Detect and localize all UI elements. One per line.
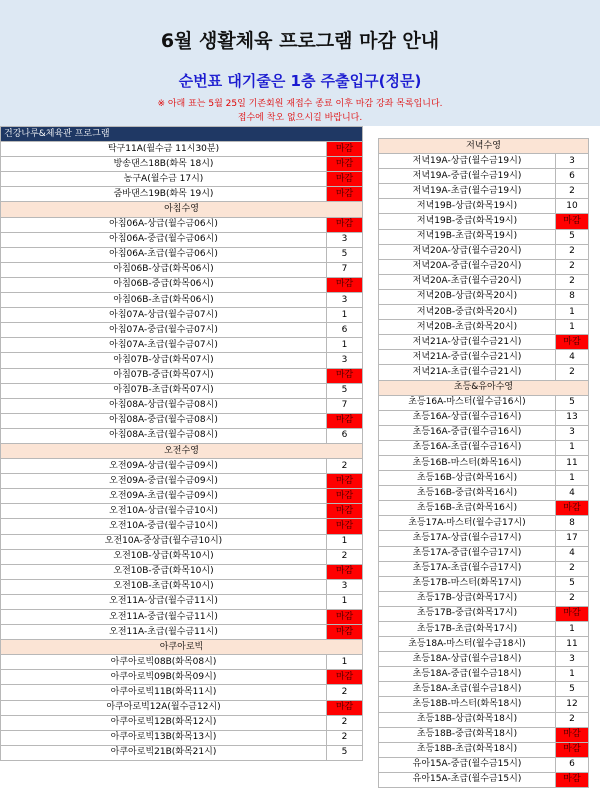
remaining-count: 13 (556, 410, 589, 425)
program-name: 초등18B-초급(화목18시) (379, 742, 556, 757)
program-name: 저녁19B-상급(화목19시) (379, 199, 556, 214)
program-row (1, 428, 363, 443)
closed-badge: 마감 (327, 217, 363, 232)
program-row (379, 289, 589, 304)
program-name: 아쿠아로빅09B(화목09시) (1, 670, 327, 685)
closed-badge: 마감 (327, 277, 363, 292)
program-name: 아침06B-중급(화목06시) (1, 277, 327, 292)
program-name: 저녁19A-초급(월수금19시) (379, 184, 556, 199)
program-name: 저녁20B-상급(화목20시) (379, 289, 556, 304)
program-name: 농구A(월수금 17시) (1, 172, 327, 187)
program-row (1, 172, 363, 187)
program-row (379, 742, 589, 757)
program-name: 오전10A-상급(월수금10시) (1, 504, 327, 519)
program-name: 아침07B-상급(화목07시) (1, 353, 327, 368)
program-name: 유아15A-중급(월수금15시) (379, 757, 556, 772)
program-row (379, 576, 589, 591)
program-row (379, 727, 589, 742)
program-row (1, 564, 363, 579)
remaining-count: 3 (556, 425, 589, 440)
remaining-count: 1 (556, 622, 589, 637)
closed-badge: 마감 (556, 606, 589, 621)
remaining-count: 10 (556, 199, 589, 214)
program-row (1, 670, 363, 685)
remaining-count: 1 (556, 440, 589, 455)
page-title: 6월 생활체육 프로그램 마감 안내 (160, 30, 440, 52)
program-row (1, 217, 363, 232)
program-name: 아쿠아로빅11B(화목11시) (1, 685, 327, 700)
remaining-count: 2 (327, 715, 363, 730)
program-row (379, 229, 589, 244)
program-row (379, 350, 589, 365)
program-row (379, 320, 589, 335)
program-name: 아침07A-중급(월수금07시) (1, 323, 327, 338)
program-name: 초등17A-중급(월수금17시) (379, 546, 556, 561)
program-row (379, 471, 589, 486)
program-name: 초등16B-마스터(화목16시) (379, 455, 556, 470)
closed-badge: 마감 (327, 700, 363, 715)
program-row (1, 745, 363, 760)
remaining-count: 5 (327, 247, 363, 262)
program-row (379, 169, 589, 184)
remaining-count: 1 (556, 667, 589, 682)
program-name: 아쿠아로빅12B(화목12시) (1, 715, 327, 730)
program-name: 초등18A-상급(월수금18시) (379, 652, 556, 667)
program-name: 저녁20B-중급(화목20시) (379, 305, 556, 320)
program-row (1, 262, 363, 277)
program-name: 초등18A-중급(월수금18시) (379, 667, 556, 682)
program-name: 오전10B-중급(화목10시) (1, 564, 327, 579)
program-row (379, 274, 589, 289)
remaining-count: 2 (556, 259, 589, 274)
program-name: 아침08A-상급(월수금08시) (1, 398, 327, 413)
program-row (1, 610, 363, 625)
program-row (379, 365, 589, 380)
program-row (379, 516, 589, 531)
program-row (379, 682, 589, 697)
program-row (1, 489, 363, 504)
program-name: 아쿠아로빅08B(화목08시) (1, 655, 327, 670)
program-name: 저녁19B-중급(화목19시) (379, 214, 556, 229)
remaining-count: 5 (556, 682, 589, 697)
remaining-count: 1 (556, 305, 589, 320)
program-name: 아침06A-상급(월수금06시) (1, 217, 327, 232)
remaining-count: 6 (556, 169, 589, 184)
remaining-count: 3 (327, 232, 363, 247)
section-title: 초등&유아수영 (379, 380, 589, 395)
program-row (379, 606, 589, 621)
program-name: 아침07A-상급(월수금07시) (1, 308, 327, 323)
program-name: 초등17B-마스터(화목17시) (379, 576, 556, 591)
program-row (1, 142, 363, 157)
remaining-count: 1 (327, 534, 363, 549)
remaining-count: 7 (327, 398, 363, 413)
closed-badge: 마감 (556, 742, 589, 757)
program-row (1, 625, 363, 640)
closed-badge: 마감 (556, 335, 589, 350)
program-row (1, 157, 363, 172)
closed-badge: 마감 (327, 413, 363, 428)
remaining-count: 1 (556, 471, 589, 486)
program-name: 아침07A-초급(월수금07시) (1, 338, 327, 353)
program-row (379, 622, 589, 637)
program-row (1, 398, 363, 413)
program-row (379, 757, 589, 772)
program-name: 초등17A-상급(월수금17시) (379, 531, 556, 546)
program-row (1, 459, 363, 474)
program-name: 저녁20A-중급(월수금20시) (379, 259, 556, 274)
program-row (379, 637, 589, 652)
remaining-count: 2 (556, 561, 589, 576)
program-name: 초등18B-상급(화목18시) (379, 712, 556, 727)
notice-line-1: ※ 아래 표는 5월 25일 기존회원 재접수 종료 이후 마감 강좌 목록입니다. (157, 99, 443, 109)
program-row (1, 579, 363, 594)
program-row (1, 594, 363, 609)
program-row (379, 652, 589, 667)
program-row (379, 244, 589, 259)
program-name: 초등17A-초급(월수금17시) (379, 561, 556, 576)
program-name: 오전09A-중급(월수금09시) (1, 474, 327, 489)
program-row (1, 338, 363, 353)
remaining-count: 5 (556, 576, 589, 591)
program-name: 탁구11A(월수금 11시30분) (1, 142, 327, 157)
program-name: 초등16B-중급(화목16시) (379, 486, 556, 501)
program-name: 초등16B-상급(화목16시) (379, 471, 556, 486)
remaining-count: 3 (556, 154, 589, 169)
program-name: 오전11A-상급(월수금11시) (1, 594, 327, 609)
remaining-count: 11 (556, 455, 589, 470)
program-name: 오전10A-중급(월수금10시) (1, 519, 327, 534)
program-name: 오전10A-중상급(월수금10시) (1, 534, 327, 549)
program-row (1, 700, 363, 715)
remaining-count: 5 (556, 229, 589, 244)
program-name: 아침08A-초급(월수금08시) (1, 428, 327, 443)
program-name: 초등16B-초급(화목16시) (379, 501, 556, 516)
remaining-count: 5 (327, 745, 363, 760)
program-row (1, 232, 363, 247)
program-row (1, 474, 363, 489)
remaining-count: 6 (556, 757, 589, 772)
remaining-count: 7 (327, 262, 363, 277)
program-name: 초등16A-마스터(월수금16시) (379, 395, 556, 410)
program-row (379, 199, 589, 214)
remaining-count: 2 (556, 712, 589, 727)
program-row (1, 413, 363, 428)
program-row (1, 715, 363, 730)
remaining-count: 12 (556, 697, 589, 712)
remaining-count: 3 (327, 353, 363, 368)
closed-badge: 마감 (327, 368, 363, 383)
program-row (379, 410, 589, 425)
program-row (379, 486, 589, 501)
program-name: 초등17B-상급(화목17시) (379, 591, 556, 606)
program-row (1, 353, 363, 368)
closed-badge: 마감 (327, 172, 363, 187)
section-header (379, 380, 589, 395)
program-name: 아침06B-상급(화목06시) (1, 262, 327, 277)
section-title: 아침수영 (1, 202, 363, 217)
remaining-count: 5 (556, 395, 589, 410)
remaining-count: 5 (327, 383, 363, 398)
remaining-count: 2 (327, 685, 363, 700)
program-name: 아침07B-초급(화목07시) (1, 383, 327, 398)
program-row (1, 308, 363, 323)
remaining-count: 2 (556, 591, 589, 606)
section-header (379, 139, 589, 154)
closed-badge: 마감 (556, 501, 589, 516)
program-name: 아쿠아로빅21B(화목21시) (1, 745, 327, 760)
section-title: 건강나루&체육관 프로그램 (1, 127, 363, 142)
closed-badge: 마감 (327, 504, 363, 519)
closed-badge: 마감 (327, 670, 363, 685)
remaining-count: 6 (327, 428, 363, 443)
remaining-count: 2 (556, 244, 589, 259)
remaining-count: 2 (556, 274, 589, 289)
program-name: 저녁21A-중급(월수금21시) (379, 350, 556, 365)
program-name: 아침07B-중급(화목07시) (1, 368, 327, 383)
remaining-count: 3 (327, 579, 363, 594)
notice-header (0, 0, 600, 126)
closed-badge: 마감 (327, 625, 363, 640)
program-row (379, 214, 589, 229)
remaining-count: 8 (556, 289, 589, 304)
remaining-count: 8 (556, 516, 589, 531)
program-row (1, 247, 363, 262)
remaining-count: 4 (556, 486, 589, 501)
program-name: 오전11A-중급(월수금11시) (1, 610, 327, 625)
program-row (379, 184, 589, 199)
program-row (1, 504, 363, 519)
program-row (1, 293, 363, 308)
program-row (1, 534, 363, 549)
program-row (379, 561, 589, 576)
remaining-count: 2 (556, 184, 589, 199)
program-name: 아쿠아로빅13B(화목13시) (1, 730, 327, 745)
program-name: 아침08A-중급(월수금08시) (1, 413, 327, 428)
program-row (379, 546, 589, 561)
program-name: 오전11A-초급(월수금11시) (1, 625, 327, 640)
program-name: 오전10B-상급(화목10시) (1, 549, 327, 564)
remaining-count: 1 (327, 338, 363, 353)
remaining-count: 1 (327, 308, 363, 323)
remaining-count: 11 (556, 637, 589, 652)
program-row (379, 335, 589, 350)
section-header (1, 640, 363, 655)
remaining-count: 6 (327, 323, 363, 338)
top-section-header (1, 127, 363, 142)
program-row (379, 395, 589, 410)
program-row (1, 277, 363, 292)
program-name: 아침06B-초급(화목06시) (1, 293, 327, 308)
closed-badge: 마감 (327, 519, 363, 534)
program-name: 초등18A-초급(월수금18시) (379, 682, 556, 697)
program-name: 초등17A-마스터(월수금17시) (379, 516, 556, 531)
closed-badge: 마감 (327, 187, 363, 202)
program-row (379, 425, 589, 440)
program-name: 초등17B-초급(화목17시) (379, 622, 556, 637)
program-name: 오전10B-초급(화목10시) (1, 579, 327, 594)
program-name: 아쿠아로빅12A(월수금12시) (1, 700, 327, 715)
remaining-count: 1 (327, 594, 363, 609)
program-name: 오전09A-초급(월수금09시) (1, 489, 327, 504)
program-name: 줌바댄스19B(화목 19시) (1, 187, 327, 202)
program-name: 오전09A-상급(월수금09시) (1, 459, 327, 474)
remaining-count: 2 (327, 730, 363, 745)
remaining-count: 4 (556, 546, 589, 561)
remaining-count: 1 (327, 655, 363, 670)
program-name: 방송댄스18B(화목 18시) (1, 157, 327, 172)
closed-badge: 마감 (327, 564, 363, 579)
program-row (379, 154, 589, 169)
program-row (1, 655, 363, 670)
closed-badge: 마감 (327, 157, 363, 172)
section-header (1, 443, 363, 458)
program-row (379, 697, 589, 712)
closed-badge: 마감 (556, 727, 589, 742)
program-name: 초등18B-중급(화목18시) (379, 727, 556, 742)
program-row (379, 667, 589, 682)
program-row (1, 519, 363, 534)
closed-badge: 마감 (327, 489, 363, 504)
program-name: 아침06A-초급(월수금06시) (1, 247, 327, 262)
section-title: 아쿠아로빅 (1, 640, 363, 655)
program-name: 초등16A-초급(월수금16시) (379, 440, 556, 455)
queue-location-subtitle: 순번표 대기줄은 1층 주출입구(정문) (178, 72, 422, 90)
program-row (1, 685, 363, 700)
program-row (1, 368, 363, 383)
program-row (379, 712, 589, 727)
program-row (379, 440, 589, 455)
program-row (379, 531, 589, 546)
right-program-table (378, 138, 589, 788)
program-name: 초등16A-상급(월수금16시) (379, 410, 556, 425)
program-row (1, 323, 363, 338)
closed-badge: 마감 (556, 214, 589, 229)
closed-badge: 마감 (327, 142, 363, 157)
program-name: 저녁21A-상급(월수금21시) (379, 335, 556, 350)
program-name: 저녁20A-초급(월수금20시) (379, 274, 556, 289)
notice-line-2: 접수에 착오 없으시길 바랍니다. (237, 113, 363, 123)
remaining-count: 2 (556, 365, 589, 380)
closed-badge: 마감 (556, 772, 589, 787)
closed-badge: 마감 (327, 610, 363, 625)
remaining-count: 2 (327, 549, 363, 564)
program-name: 저녁19A-상급(월수금19시) (379, 154, 556, 169)
closed-badge: 마감 (327, 474, 363, 489)
remaining-count: 2 (327, 459, 363, 474)
program-name: 저녁20B-초급(화목20시) (379, 320, 556, 335)
program-row (1, 187, 363, 202)
program-row (379, 591, 589, 606)
program-name: 초등18B-마스터(화목18시) (379, 697, 556, 712)
program-name: 초등17B-중급(화목17시) (379, 606, 556, 621)
remaining-count: 3 (556, 652, 589, 667)
remaining-count: 17 (556, 531, 589, 546)
remaining-count: 3 (327, 293, 363, 308)
section-header (1, 202, 363, 217)
program-row (379, 455, 589, 470)
program-name: 저녁19B-초급(화목19시) (379, 229, 556, 244)
section-title: 오전수영 (1, 443, 363, 458)
remaining-count: 1 (556, 320, 589, 335)
program-row (1, 383, 363, 398)
program-name: 저녁19A-중급(월수금19시) (379, 169, 556, 184)
left-program-table (0, 126, 363, 761)
program-row (379, 501, 589, 516)
program-name: 아침06A-중급(월수금06시) (1, 232, 327, 247)
program-row (1, 730, 363, 745)
program-row (379, 305, 589, 320)
program-name: 초등16A-중급(월수금16시) (379, 425, 556, 440)
program-name: 초등18A-마스터(월수금18시) (379, 637, 556, 652)
program-row (379, 259, 589, 274)
program-name: 저녁20A-상급(월수금20시) (379, 244, 556, 259)
remaining-count: 4 (556, 350, 589, 365)
program-name: 저녁21A-초급(월수금21시) (379, 365, 556, 380)
program-row (1, 549, 363, 564)
program-name: 유아15A-초급(월수금15시) (379, 772, 556, 787)
section-title: 저녁수영 (379, 139, 589, 154)
program-row (379, 772, 589, 787)
